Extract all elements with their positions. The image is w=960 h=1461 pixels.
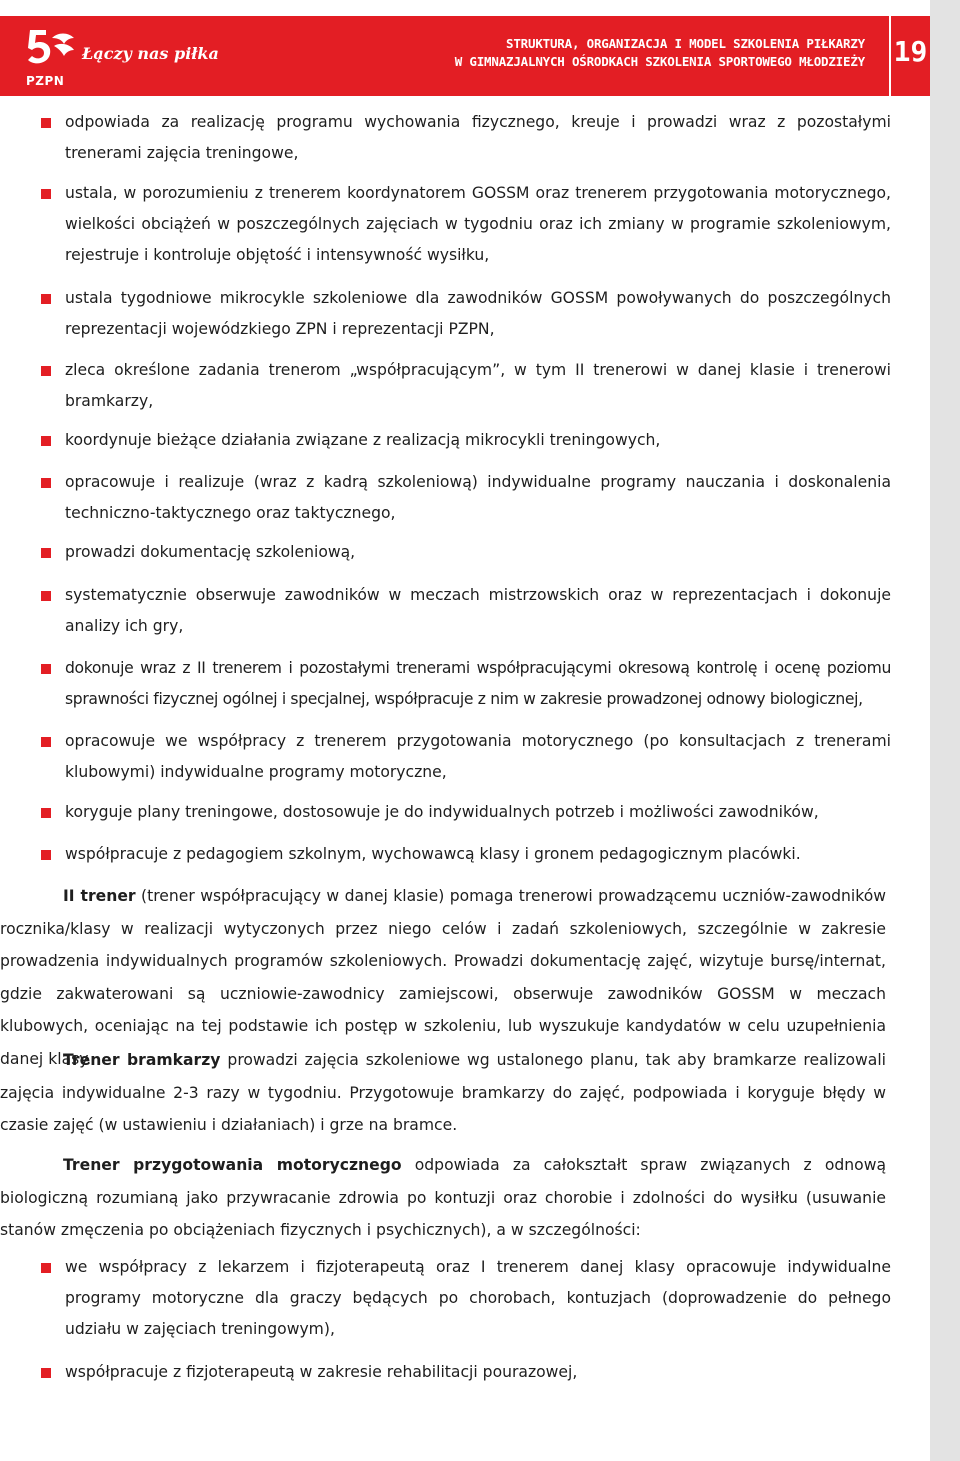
slogan: Łączy nas piłka	[82, 44, 219, 63]
list-item-text: współpracuje z fizjoterapeutą w zakresie rehabilitacji pourazowej,	[65, 1363, 578, 1381]
paragraph-motor-coach	[0, 1149, 886, 1247]
paragraph-lead: Trener bramkarzy	[63, 1051, 221, 1069]
list-item-text: prowadzi dokumentację szkoleniową,	[65, 543, 356, 561]
header-title-line-1: STRUKTURA, ORGANIZACJA I MODEL SZKOLENIA PIŁKARZY	[506, 36, 865, 51]
bullet-square-icon	[41, 664, 51, 674]
bullet-square-icon	[41, 591, 51, 601]
bullet-square-icon	[41, 478, 51, 488]
list-item-text: odpowiada za realizację programu wychowania fizycznego, kreuje i prowadzi wraz z pozostałymi trenerami zajęcia treningowe,	[65, 113, 891, 162]
eagle-logo-icon	[22, 24, 82, 74]
paragraph-body: prowadzi zajęcia szkoleniowe wg ustalonego planu, tak aby bramkarze realizowali zajęcia indywidualne 2-3 razy w tygodniu. Przygotowuje bramkarzy do zajęć, podpowiada i koryguje błędy w czasie zajęć (w ustawieniu i działaniach) i grze na bramce.	[0, 1051, 887, 1135]
list-item-text: współpracuje z pedagogiem szkolnym, wychowawcą klasy i gronem pedagogicznym placówki.	[65, 845, 801, 863]
bullet-square-icon	[41, 1368, 51, 1378]
paragraph-lead: Trener przygotowania motorycznego	[63, 1156, 402, 1174]
list-item-text: opracowuje i realizuje (wraz z kadrą szkoleniową) indywidualne programy nauczania i doskonalenia techniczno-taktycznego oraz taktycznego,	[65, 473, 891, 522]
paragraph-body: (trener współpracujący w danej klasie) pomaga trenerowi prowadzącemu uczniów-zawodników rocznika/klasy w realizacji wytyczonych przez niego celów i zadań szkoleniowych, szczególnie w zakresie prowadzenia indywidualnych programów szkoleniowych. Prowadzi dokumentację zajęć, wizytuje bursę/internat, gdzie zakwaterowani są uczniowie-zawodnicy zamiejscowi, obserwuje zawodników GOSSM w meczach klubowych, oceniając na tej podstawie ich postęp w szkoleniu, lub wyszukuje kandydatów w celu uzupełnienia danej klasy.	[0, 887, 886, 1068]
page-number: 19	[893, 35, 928, 68]
list-item-text: ustala tygodniowe mikrocykle szkoleniowe dla zawodników GOSSM powoływanych do poszczególnych reprezentacji wojewódzkiego ZPN i reprezentacji PZPN,	[65, 289, 891, 338]
list-item-text: zleca określone zadania trenerom „współpracującym”, w tym II trenerowi w danej klasie i trenerowi bramkarzy,	[65, 361, 891, 410]
list-item-text: opracowuje we współpracy z trenerem przygotowania motorycznego (po konsultacjach z trenerami klubowymi) indywidualne programy motoryczne,	[65, 732, 891, 781]
list-item-text: koryguje plany treningowe, dostosowuje je do indywidualnych potrzeb i możliwości zawodników,	[65, 803, 819, 821]
bullet-square-icon	[41, 808, 51, 818]
bullet-square-icon	[41, 118, 51, 128]
list-item-text: systematycznie obserwuje zawodników w meczach mistrzowskich oraz w reprezentacjach i dokonuje analizy ich gry,	[65, 586, 891, 635]
bullet-square-icon	[41, 1263, 51, 1273]
page-side-strip	[930, 0, 960, 1461]
header-title-line-2: W GIMNAZJALNYCH OŚRODKACH SZKOLENIA SPORTOWEGO MŁODZIEŻY	[454, 54, 865, 69]
bullet-square-icon	[41, 737, 51, 747]
paragraph-lead: II trener	[63, 887, 136, 905]
paragraph-goalkeeper-coach	[0, 1044, 886, 1142]
bullet-square-icon	[41, 294, 51, 304]
list-item-text: ustala, w porozumieniu z trenerem koordynatorem GOSSM oraz trenerem przygotowania motorycznego, wielkości obciążeń w poszczególnych zajęciach w tygodniu oraz ich zmiany w programie szkoleniowym, rejestruje i kontroluje objętość i intensywność wysiłku,	[65, 184, 891, 264]
bullet-square-icon	[41, 850, 51, 860]
bullet-square-icon	[41, 548, 51, 558]
paragraph-body: odpowiada za całokształt spraw związanych z odnową biologiczną rozumianą jako przywracanie zdrowia po kontuzji oraz chorobie i zdolności do wysiłku (usuwanie stanów zmęczenia po obciążeniach fizycznych i psychicznych), a w szczególności:	[0, 1156, 886, 1240]
list-item-text: we współpracy z lekarzem i fizjoterapeutą oraz I trenerem danej klasy opracowuje indywidualne programy motoryczne dla graczy będących po chorobach, kontuzjach (doprowadzenie do pełnego udziału w zajęciach treningowym),	[65, 1258, 891, 1338]
logo-text: PZPN	[26, 74, 65, 88]
pzpn-logo	[22, 24, 82, 92]
list-item-text: dokonuje wraz z II trenerem i pozostałymi trenerami współpracującymi okresową kontrolę i ocenę poziomu sprawności fizycznej ogólnej i specjalnej, współpracuje z nim w zakresie prowadzonej odnowy biologicznej,	[65, 659, 891, 708]
list-item-text: koordynuje bieżące działania związane z realizacją mikrocykli treningowych,	[65, 431, 661, 449]
bullet-square-icon	[41, 366, 51, 376]
bullet-square-icon	[41, 436, 51, 446]
page-header	[0, 16, 930, 96]
bullet-square-icon	[41, 189, 51, 199]
